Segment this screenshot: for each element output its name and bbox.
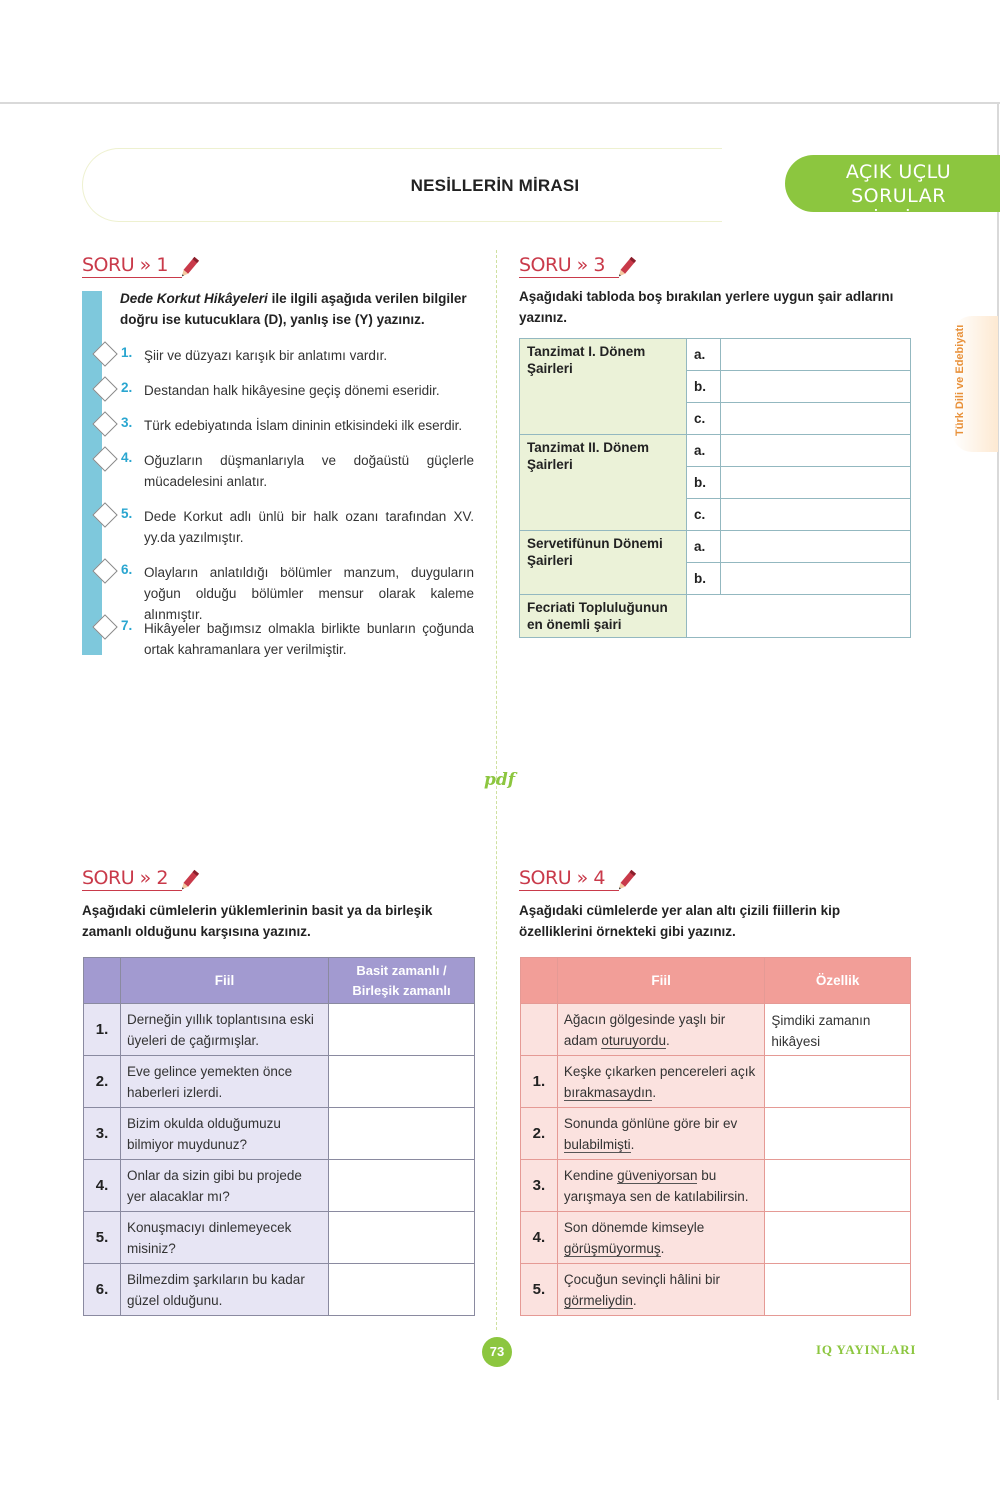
col-type: Basit zamanlı / Birleşik zamanlı bbox=[329, 958, 475, 1004]
row-num: 1. bbox=[84, 1004, 121, 1056]
row-num: 3. bbox=[521, 1160, 558, 1212]
answer-cell[interactable] bbox=[765, 1108, 911, 1160]
q1-item-num: 4. bbox=[121, 450, 133, 465]
sentence-part: . bbox=[652, 1084, 657, 1100]
answer-cell[interactable] bbox=[721, 499, 911, 531]
q1-item-text: Olayların anlatıldığı bölümler manzum, duyguların yoğun olduğu bölümler mensur olarak kaleme alınmıştır. bbox=[144, 565, 474, 622]
answer-cell[interactable] bbox=[721, 371, 911, 403]
row-sentence: Derneğin yıllık toplantısına eski üyeleri de çağırmışlar. bbox=[121, 1004, 329, 1056]
underlined-verb: bulabilmişti bbox=[563, 1136, 631, 1152]
row-sentence bbox=[557, 1160, 765, 1212]
sentence-part: Keşke çıkarken pencereleri açık bbox=[563, 1063, 756, 1079]
row-num: 3. bbox=[84, 1108, 121, 1160]
answer-cell[interactable] bbox=[329, 1212, 475, 1264]
section-badge bbox=[785, 155, 1000, 231]
row-num: 5. bbox=[521, 1264, 558, 1316]
row-num: 5. bbox=[84, 1212, 121, 1264]
answer-cell[interactable] bbox=[765, 1212, 911, 1264]
q4-heading: SORU » 4 bbox=[519, 867, 605, 889]
answer-cell[interactable] bbox=[765, 1264, 911, 1316]
row-sentence: Bizim okulda olduğumuzu bilmiyor muydunuz? bbox=[121, 1108, 329, 1160]
right-rule bbox=[997, 102, 999, 1400]
q3-table bbox=[519, 338, 911, 638]
answer-cell[interactable] bbox=[721, 403, 911, 435]
sentence-part: . bbox=[665, 1032, 670, 1048]
answer-cell[interactable] bbox=[721, 563, 911, 595]
answer-cell[interactable] bbox=[329, 1056, 475, 1108]
pencil-icon bbox=[613, 868, 639, 894]
page-title: NESİLLERİN MİRASI bbox=[410, 176, 580, 195]
sentence-part: Sonunda gönlüne göre bir ev bbox=[563, 1115, 738, 1131]
q1-item-text: Dede Korkut adlı ünlü bir halk ozanı tarafından XV. yy.da yazılmıştır. bbox=[144, 509, 474, 545]
answer-cell[interactable] bbox=[687, 595, 911, 638]
q1-item-num: 5. bbox=[121, 506, 133, 521]
row-num: 1. bbox=[521, 1056, 558, 1108]
q1-item-text: Şiir ve düzyazı karışık bir anlatımı vardır. bbox=[144, 348, 388, 363]
slot-label: a. bbox=[687, 435, 721, 467]
sentence-part: . bbox=[660, 1240, 665, 1256]
pencil-icon bbox=[176, 255, 202, 281]
row-sentence bbox=[557, 1056, 765, 1108]
q2-heading-rule bbox=[82, 890, 182, 891]
underlined-verb: güveniyorsan bbox=[617, 1167, 698, 1183]
answer-cell[interactable] bbox=[329, 1264, 475, 1316]
answer-cell[interactable] bbox=[721, 435, 911, 467]
sentence-part: Ağacın gölgesinde yaşlı bir adam bbox=[563, 1011, 726, 1048]
row-sentence bbox=[557, 1212, 765, 1264]
mid-logo: pdf bbox=[484, 770, 516, 790]
sentence-part: bu yarışmaya sen de katılabilirsin. bbox=[563, 1167, 749, 1204]
q1-item-num: 3. bbox=[121, 415, 133, 430]
q3-prompt: Aşağıdaki tabloda boş bırakılan yerlere uygun şair adlarını yazınız. bbox=[519, 289, 894, 325]
answer-cell[interactable] bbox=[765, 1056, 911, 1108]
badge-line-1: AÇIK UÇLU SORULAR bbox=[845, 161, 952, 207]
group-label: Servetifünun Dönemi Şairleri bbox=[520, 531, 687, 595]
example-answer: Şimdiki zamanın hikâyesi bbox=[765, 1004, 911, 1056]
q4-table bbox=[520, 957, 911, 1316]
underlined-verb: bırakmasaydın bbox=[563, 1084, 653, 1100]
q4-heading-rule bbox=[519, 890, 619, 891]
row-sentence: Onlar da sizin gibi bu projede yer alacaklar mı? bbox=[121, 1160, 329, 1212]
underlined-verb: görüşmüyormuş bbox=[563, 1240, 661, 1256]
q3-heading: SORU » 3 bbox=[519, 254, 605, 276]
side-tab bbox=[952, 316, 998, 452]
sentence-part: . bbox=[632, 1292, 637, 1308]
answer-cell[interactable] bbox=[765, 1160, 911, 1212]
sentence-part: Çocuğun sevinçli hâlini bir bbox=[563, 1271, 720, 1287]
slot-label: b. bbox=[687, 371, 721, 403]
underlined-verb: oturuyordu bbox=[601, 1032, 666, 1048]
corner-cell bbox=[84, 958, 121, 1004]
pencil-icon bbox=[613, 255, 639, 281]
answer-cell[interactable] bbox=[721, 531, 911, 563]
q1-prompt-rest: ile ilgili aşağıda verilen bilgiler doğru ise kutucuklara (D), yanlış ise (Y) yazınız. bbox=[120, 291, 467, 327]
slot-label: c. bbox=[687, 403, 721, 435]
sentence-part: Kendine bbox=[563, 1167, 618, 1183]
example-num bbox=[521, 1004, 558, 1056]
corner-cell bbox=[521, 958, 558, 1004]
q1-item-text: Destandan halk hikâyesine geçiş dönemi eseridir. bbox=[144, 383, 440, 398]
side-tab-label: Türk Dili ve Edebiyatı bbox=[954, 324, 966, 436]
q1-item-text: Oğuzların düşmanlarıyla ve doğaüstü güçlerle mücadelesini anlatır. bbox=[144, 453, 474, 489]
q2-table bbox=[83, 957, 475, 1316]
sentence-part: Son dönemde kimseyle bbox=[563, 1219, 705, 1235]
q1-item-num: 2. bbox=[121, 380, 133, 395]
row-num: 4. bbox=[521, 1212, 558, 1264]
col-fiil: Fiil bbox=[121, 958, 329, 1004]
sentence-part: . bbox=[630, 1136, 635, 1152]
row-sentence: Eve gelince yemekten önce haberleri izlerdi. bbox=[121, 1056, 329, 1108]
answer-cell[interactable] bbox=[329, 1108, 475, 1160]
row-sentence: Bilmezdim şarkıların bu kadar güzel olduğunu. bbox=[121, 1264, 329, 1316]
q1-item-num: 1. bbox=[121, 345, 133, 360]
q1-heading-rule bbox=[82, 277, 182, 278]
publisher-logo: IQ YAYINLARI bbox=[816, 1342, 917, 1357]
row-sentence bbox=[557, 1264, 765, 1316]
page-number: 73 bbox=[482, 1337, 512, 1367]
slot-label: a. bbox=[687, 339, 721, 371]
row-num: 2. bbox=[84, 1056, 121, 1108]
row-num: 6. bbox=[84, 1264, 121, 1316]
answer-cell[interactable] bbox=[721, 467, 911, 499]
q1-item-text: Hikâyeler bağımsız olmakla birlikte bunların çoğunda ortak kahramanlara yer verilmiştir. bbox=[144, 621, 474, 657]
q1-item-num: 6. bbox=[121, 562, 133, 577]
q1-item-num: 7. bbox=[121, 618, 133, 633]
q1-prompt bbox=[120, 288, 476, 330]
group-label: Fecriati Topluluğunun en önemli şairi bbox=[520, 595, 687, 638]
q3-heading-rule bbox=[519, 277, 619, 278]
row-sentence bbox=[557, 1108, 765, 1160]
slot-label: b. bbox=[687, 563, 721, 595]
col-fiil: Fiil bbox=[557, 958, 765, 1004]
underlined-verb: görmeliydin bbox=[563, 1292, 633, 1308]
group-label: Tanzimat II. Dönem Şairleri bbox=[520, 435, 687, 531]
col-feature: Özellik bbox=[765, 958, 911, 1004]
row-num: 2. bbox=[521, 1108, 558, 1160]
column-divider bbox=[496, 250, 497, 1330]
q4-prompt: Aşağıdaki cümlelerde yer alan altı çizili fiillerin kip özelliklerini örnekteki gibi yazınız. bbox=[519, 903, 841, 939]
row-num: 4. bbox=[84, 1160, 121, 1212]
group-label: Tanzimat I. Dönem Şairleri bbox=[520, 339, 687, 435]
q2-prompt: Aşağıdaki cümlelerin yüklemlerinin basit ya da birleşik zamanlı olduğunu karşısına yazınız. bbox=[82, 903, 433, 939]
slot-label: c. bbox=[687, 499, 721, 531]
example-sentence bbox=[557, 1004, 765, 1056]
top-rule bbox=[0, 102, 1000, 104]
q1-heading: SORU » 1 bbox=[82, 254, 168, 276]
answer-cell[interactable] bbox=[329, 1004, 475, 1056]
q1-prompt-title: Dede Korkut Hikâyeleri bbox=[120, 291, 268, 306]
badge-line-2: ETKİNLİKLER bbox=[835, 209, 962, 231]
slot-label: b. bbox=[687, 467, 721, 499]
q1-item-text: Türk edebiyatında İslam dininin etkisindeki ilk eserdir. bbox=[144, 418, 463, 433]
row-sentence: Konuşmacıyı dinlemeyecek misiniz? bbox=[121, 1212, 329, 1264]
slot-label: a. bbox=[687, 531, 721, 563]
answer-cell[interactable] bbox=[329, 1160, 475, 1212]
answer-cell[interactable] bbox=[721, 339, 911, 371]
q2-heading: SORU » 2 bbox=[82, 867, 168, 889]
pencil-icon bbox=[176, 868, 202, 894]
